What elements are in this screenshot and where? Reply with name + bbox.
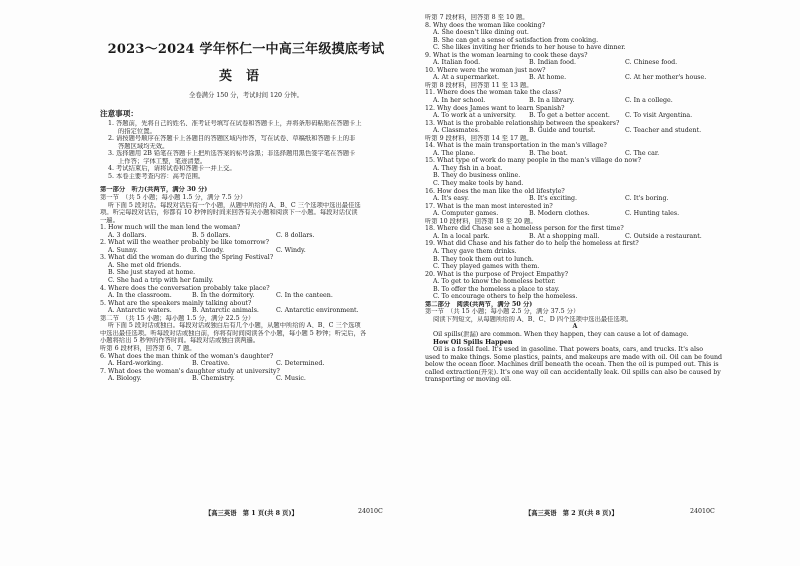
part2-heading: 第二部分 阅读(共两节，满分 50 分) [425, 300, 533, 308]
option-b: B. Modern clothes. [529, 210, 590, 218]
question-options [425, 150, 725, 158]
section1-heading: 第一节 （共 5 小题；每小题 1.5 分，满分 7.5 分） [100, 194, 247, 202]
question-stem: 8. Why does the woman like cooking? [425, 21, 546, 29]
option-c: C. Antarctic environment. [276, 307, 359, 315]
option-a: A. They gave them drinks. [433, 247, 517, 255]
option-c: C. Chinese food. [625, 59, 678, 67]
subject-title: 英语 [218, 69, 273, 84]
question-options [100, 247, 392, 255]
question-options [425, 210, 725, 218]
option-b: B. In a library. [529, 97, 575, 105]
question-stem: 12. Why does James want to learn Spanish? [425, 104, 565, 112]
passage-letter: A [572, 323, 578, 331]
question-options [425, 59, 725, 67]
option-a: A. Classmates. [433, 127, 480, 135]
passage-line: Oil is a fossil fuel. It's used in gasoline. That powers boats, cars, and trucks. It's also [433, 346, 704, 354]
option-a: A. Biology. [108, 375, 142, 383]
part1-heading: 第一部分 听力(共两节，满分 30 分) [100, 186, 208, 194]
notice-line: 上作答；字体工整，笔迹清楚。 [118, 157, 207, 165]
question-stem: 16. How does the man like the old lifestyle? [425, 187, 565, 195]
material-note: 听第 7 段材料，回答第 8 至 10 题。 [425, 14, 529, 21]
score-line: 全卷满分 150 分，考试时间 120 分钟。 [189, 92, 303, 99]
option-b: B. They do business online. [433, 172, 521, 180]
passage-title: How Oil Spills Happen [433, 338, 513, 346]
option-c: C. Determined. [276, 360, 325, 368]
option-c: C. Windy. [276, 246, 306, 254]
footer-label: 【高三英语 第 1 页(共 8 页)】 [205, 510, 298, 517]
instruction-line: 听下面 5 段对话或独白。每段对话或独白后有几个小题，从题中所给的 A、B、C 三个选项 [108, 322, 361, 330]
option-c: C. They played games with them. [433, 263, 540, 271]
instruction-line: 听下面 5 段对话。每段对话后有一个小题，从题中所给的 A、B、C 三个选项中选出最佳选 [108, 201, 361, 209]
option-b: B. Indian food. [529, 59, 576, 67]
question-stem: 9. What is the woman learning to cook these days? [425, 51, 588, 59]
question-stem: 3. What did the woman do during the Spring Festival? [100, 254, 274, 262]
option-a: A. Hard-working. [108, 360, 164, 368]
question-options [425, 112, 725, 120]
option-a: A. 3 dollars. [108, 231, 147, 239]
option-b: B. Chemistry. [192, 375, 235, 383]
question-stem: 20. What is the purpose of Project Empathy? [425, 270, 569, 278]
question-stem: 15. What type of work do many people in the man's village do now? [425, 157, 641, 165]
option-c: C. Hunting tales. [625, 210, 680, 218]
option-b: B. They took them out to lunch. [433, 255, 534, 263]
option-b: B. In the dormitory. [192, 292, 255, 300]
notice-heading: 注意事项： [100, 108, 138, 118]
material-note: 听第 6 段材料，回答第 6、7 题。 [100, 344, 196, 352]
option-c: C. It's boring. [625, 195, 669, 203]
option-a: A. In her school. [433, 97, 486, 105]
notice-line: 5. 本卷主要考查内容：高考范围。 [108, 172, 205, 180]
option-a: A. At a supermarket. [433, 74, 500, 82]
option-b: B. It's exciting. [529, 195, 578, 203]
option-a: A. Antarctic waters. [108, 307, 172, 315]
option-a: A. It's easy. [433, 195, 469, 203]
option-c: C. 8 dollars. [276, 231, 315, 239]
page-2-column [425, 0, 725, 566]
question-options [425, 74, 725, 82]
option-b: B. Creative. [192, 360, 230, 368]
option-b: B. The boat. [529, 149, 568, 157]
option-a: A. They fish in a boat. [433, 164, 503, 172]
question-options [100, 307, 392, 315]
option-c: C. To visit Argentina. [625, 112, 693, 120]
material-note: 听第 10 段材料，回答第 18 至 20 题。 [425, 217, 537, 225]
instruction-line: 中选出最佳选项。听每段对话或独白前，你将有时间阅读各个小题，每小题 5 秒钟；听完后，各 [100, 329, 367, 337]
question-stem: 18. Where did Chase see a homeless person for the first time? [425, 225, 624, 233]
option-a: A. Computer games. [433, 210, 499, 218]
option-a: A. To work at a university. [433, 112, 517, 120]
option-c: C. Music. [276, 375, 306, 383]
page-2-code: 24010C [690, 508, 715, 515]
option-c: C. In the canteen. [276, 292, 333, 300]
option-c: C. At her mother's house. [625, 74, 707, 82]
option-a: A. In a local park. [433, 232, 490, 240]
instruction-line: 小题将给出 5 秒钟的作答时间。每段对话或独白读两遍。 [100, 337, 260, 345]
option-c: C. Outside a restaurant. [625, 232, 702, 240]
option-c: C. They make tools by hand. [433, 180, 524, 188]
material-note: 听第 9 段材料，回答第 14 至 17 题。 [425, 134, 533, 142]
option-c: C. In a college. [625, 97, 673, 105]
question-stem: 19. What did Chase and his father do to help the homeless at first? [425, 240, 639, 248]
exam-title: 2023～2024 学年怀仁一中高三年级摸底考试 [107, 42, 385, 57]
notice-line: 的指定位置。 [118, 127, 156, 135]
option-c: C. She had a trip with her family. [108, 277, 214, 285]
question-options [425, 127, 725, 135]
option-c: C. The car. [625, 149, 660, 157]
option-b: B. 5 dollars. [192, 231, 231, 239]
passage-line: Oil spills(泄漏) are common. When they happen, they can cause a lot of damage. [433, 330, 689, 338]
page-1-column [100, 0, 392, 566]
option-b: B. To offer the homeless a place to stay. [433, 285, 560, 293]
option-a: A. Italian food. [433, 59, 481, 67]
notice-line: 1. 答题前，先将自己的姓名、准考证号填写在试卷和答题卡上，并将条形码粘贴在答题卡上 [108, 120, 362, 128]
option-b: B. Cloudy. [192, 246, 225, 254]
question-stem: 10. Where were the woman just now? [425, 66, 546, 74]
option-a: A. She met old friends. [108, 261, 182, 269]
question-options [100, 292, 392, 300]
notice-line: 4. 考试结束后，请将试卷和答题卡一并上交。 [108, 165, 236, 173]
page-2-footer [525, 508, 618, 517]
option-b: B. At a shopping mall. [529, 232, 600, 240]
option-c: C. She likes inviting her friends to her house to have dinner. [433, 44, 626, 52]
option-a: A. She doesn't like dining out. [433, 29, 529, 37]
question-stem: 14. What is the main transportation in the man's village? [425, 142, 607, 150]
question-stem: 1. How much will the man lend the woman? [100, 224, 241, 232]
instruction-line: 一遍。 [100, 216, 119, 224]
option-b: B. Guide and tourist. [529, 127, 596, 135]
instruction-line: 项。听完每段对话后，你都有 10 秒钟的时间来回答有关小题和阅读下一小题。每段对话仅读 [100, 209, 358, 217]
material-note: 听第 8 段材料，回答第 11 至 13 题。 [425, 81, 533, 89]
question-stem: 7. What does the woman's daughter study at university? [100, 367, 280, 375]
question-stem: 2. What will the weather probably be like tomorrow? [100, 239, 269, 247]
notice-line: 3. 选择题用 2B 铅笔在答题卡上把所选答案的标号涂黑；非选择题用黑色签字笔在答题卡 [108, 150, 356, 158]
option-a: A. To get to know the homeless better. [433, 278, 556, 286]
question-options [100, 360, 392, 368]
question-stem: 5. What are the speakers mainly talking about? [100, 299, 252, 307]
footer-label: 【高三英语 第 2 页(共 8 页)】 [525, 510, 618, 517]
question-options [100, 375, 392, 383]
question-stem: 6. What does the man think of the woman's daughter? [100, 352, 274, 360]
option-b: B. She just stayed at home. [108, 269, 196, 277]
question-options [425, 195, 725, 203]
page-1-code: 24010C [358, 508, 383, 515]
option-b: B. Antarctic animals. [192, 307, 259, 315]
section2-heading: 第二节 （共 15 小题；每小题 1.5 分，满分 22.5 分） [100, 314, 255, 322]
option-b: B. At home. [529, 74, 567, 82]
part2-instruction: 阅读下列短文，从每题所给的 A、B、C、D 四个选项中选出最佳选项。 [433, 315, 633, 323]
question-options [425, 233, 725, 241]
question-options [100, 232, 392, 240]
option-a: A. The plane. [433, 149, 476, 157]
option-b: B. To get a better accent. [529, 112, 610, 120]
passage-line: used to make things. Some plastics, paints, and makeups are made with oil. Oil can be found [425, 353, 723, 361]
question-stem: 4. Where does the conversation probably take place? [100, 284, 270, 292]
option-a: A. Sunny. [108, 246, 138, 254]
page-1-footer [205, 508, 298, 517]
option-b: B. She can get a sense of satisfaction from cooking. [433, 36, 599, 44]
question-options [425, 97, 725, 105]
option-c: C. To encourage others to help the homeless. [433, 293, 578, 301]
question-stem: 13. What is the probable relationship between the speakers? [425, 119, 620, 127]
passage-line: below the ocean floor. Machines drill beneath the ocean. Then the oil is pumped out. This is [425, 361, 719, 369]
notice-line: 答题区域均无效。 [118, 142, 169, 150]
passage-line: called extraction(开采). It's one way oil can accidentally leak. Oil spills can also be caused by [425, 368, 721, 376]
question-stem: 11. Where does the woman take the class? [425, 89, 562, 97]
option-c: C. Teacher and student. [625, 127, 702, 135]
part2-section1-heading: 第一节 （共 15 小题；每小题 2.5 分，满分 37.5 分） [425, 308, 580, 316]
passage-line: transporting or moving oil. [425, 376, 512, 384]
question-stem: 17. What is the man most interested in? [425, 202, 553, 210]
option-a: A. In the classroom. [108, 292, 172, 300]
notice-line: 2. 请按题号顺序在答题卡上各题目的答题区域内作答，写在试卷、草稿纸和答题卡上的非 [108, 135, 356, 143]
